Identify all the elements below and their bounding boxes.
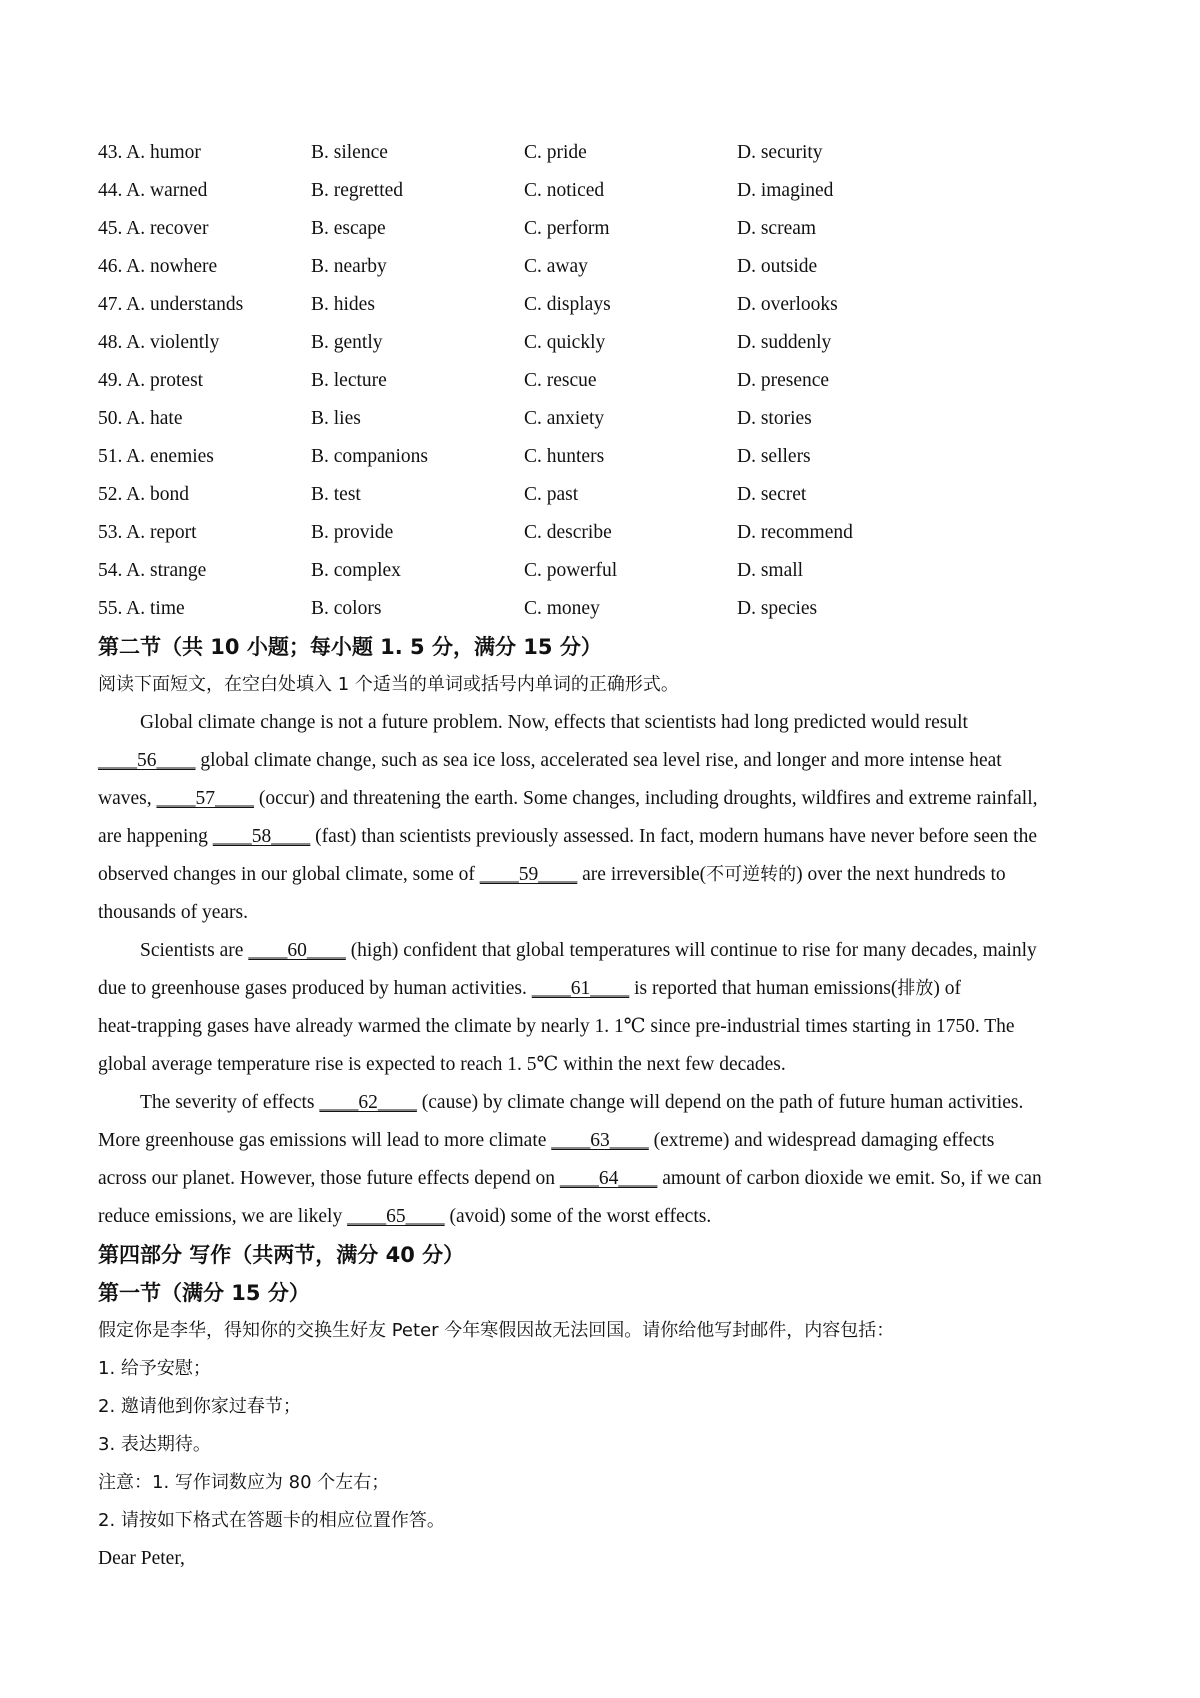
option-row-51 bbox=[98, 438, 1118, 476]
passage-paragraph-2 bbox=[98, 932, 1118, 1084]
option-a: 54. A. strange bbox=[98, 560, 207, 581]
blank-56[interactable]: ____56____ bbox=[98, 750, 196, 771]
option-c: C. noticed bbox=[524, 180, 605, 201]
option-d: D. suddenly bbox=[737, 332, 832, 353]
option-d: D. overlooks bbox=[737, 294, 838, 315]
option-a: 47. A. understands bbox=[98, 294, 244, 315]
line-text: across our planet. However, those future effects depend on bbox=[98, 1168, 560, 1189]
gloss-text: 不可逆转的 bbox=[706, 864, 797, 885]
line-text: are irreversible( bbox=[577, 864, 707, 885]
blank-62[interactable]: ____62____ bbox=[319, 1092, 417, 1113]
blank-57[interactable]: ____57____ bbox=[156, 788, 254, 809]
blank-61[interactable]: ____61____ bbox=[531, 978, 630, 999]
line-text: (extreme) and widespread damaging effects bbox=[648, 1130, 995, 1151]
letter-salutation: Dear Peter, bbox=[98, 1548, 185, 1569]
option-a: 53. A. report bbox=[98, 522, 197, 543]
line-text: amount of carbon dioxide we emit. So, if we can bbox=[657, 1168, 1042, 1189]
options-table bbox=[98, 134, 1118, 628]
option-a: 50. A. hate bbox=[98, 408, 183, 429]
option-c: C. describe bbox=[524, 522, 612, 543]
option-d: D. outside bbox=[737, 256, 818, 277]
passage-paragraph-1 bbox=[98, 704, 1118, 932]
blank-65[interactable]: ____65____ bbox=[347, 1206, 445, 1227]
option-b: B. companions bbox=[311, 446, 428, 467]
option-c: C. perform bbox=[524, 218, 610, 239]
option-a: 52. A. bond bbox=[98, 484, 190, 505]
part4-section1-heading: 第一节（满分 15 分） bbox=[98, 1281, 310, 1305]
line-text: Scientists are bbox=[140, 940, 249, 961]
line-text: (avoid) some of the worst effects. bbox=[444, 1206, 712, 1227]
writing-prompt: 假定你是李华，得知你的交换生好友 Peter 今年寒假因故无法回国。请你给他写封邮件，内容包括： bbox=[98, 1320, 895, 1341]
option-b: B. complex bbox=[311, 560, 401, 581]
passage-line bbox=[98, 1198, 1118, 1236]
option-c: C. hunters bbox=[524, 446, 605, 467]
writing-note-1: 注意：1. 写作词数应为 80 个左右； bbox=[98, 1472, 390, 1493]
option-row-44 bbox=[98, 172, 1118, 210]
option-c: C. anxiety bbox=[524, 408, 605, 429]
line-text: ) of bbox=[933, 978, 961, 999]
option-row-46 bbox=[98, 248, 1118, 286]
option-row-55 bbox=[98, 590, 1118, 628]
option-c: C. pride bbox=[524, 142, 587, 163]
option-d: D. recommend bbox=[737, 522, 853, 543]
option-d: D. stories bbox=[737, 408, 812, 429]
passage-line bbox=[98, 856, 1118, 894]
option-c: C. quickly bbox=[524, 332, 606, 353]
option-c: C. displays bbox=[524, 294, 611, 315]
option-d: D. security bbox=[737, 142, 823, 163]
option-d: D. sellers bbox=[737, 446, 811, 467]
passage-line: heat-trapping gases have already warmed the climate by nearly 1. 1℃ since pre-industrial times starting in 1750. The bbox=[98, 1016, 1015, 1037]
option-c: C. rescue bbox=[524, 370, 597, 391]
option-d: D. small bbox=[737, 560, 804, 581]
option-a: 55. A. time bbox=[98, 598, 185, 619]
line-text: (occur) and threatening the earth. Some changes, including droughts, wildfires and extreme rainfall, bbox=[253, 788, 1038, 809]
blank-60[interactable]: ____60____ bbox=[248, 940, 346, 961]
option-d: D. species bbox=[737, 598, 818, 619]
option-d: D. secret bbox=[737, 484, 807, 505]
option-row-54 bbox=[98, 552, 1118, 590]
passage-line bbox=[98, 970, 1118, 1008]
line-text: global climate change, such as sea ice loss, accelerated sea level rise, and longer and more intense heat bbox=[195, 750, 1002, 771]
blank-59[interactable]: ____59____ bbox=[479, 864, 578, 885]
option-row-45 bbox=[98, 210, 1118, 248]
option-row-53 bbox=[98, 514, 1118, 552]
option-row-49 bbox=[98, 362, 1118, 400]
option-b: B. regretted bbox=[311, 180, 404, 201]
option-d: D. scream bbox=[737, 218, 817, 239]
exam-page bbox=[98, 134, 1118, 1578]
line-text: is reported that human emissions( bbox=[629, 978, 898, 999]
line-text: are happening bbox=[98, 826, 213, 847]
passage-line bbox=[98, 742, 1118, 780]
option-a: 51. A. enemies bbox=[98, 446, 214, 467]
option-b: B. gently bbox=[311, 332, 383, 353]
option-a: 43. A. humor bbox=[98, 142, 201, 163]
option-row-52 bbox=[98, 476, 1118, 514]
option-c: C. past bbox=[524, 484, 579, 505]
line-text: (high) confident that global temperatures will continue to rise for many decades, mainly bbox=[345, 940, 1037, 961]
option-row-47 bbox=[98, 286, 1118, 324]
option-b: B. hides bbox=[311, 294, 375, 315]
passage-line bbox=[98, 932, 1118, 970]
option-d: D. imagined bbox=[737, 180, 834, 201]
option-a: 44. A. warned bbox=[98, 180, 208, 201]
option-c: C. money bbox=[524, 598, 600, 619]
passage-line bbox=[98, 818, 1118, 856]
passage-line bbox=[98, 1160, 1118, 1198]
option-c: C. away bbox=[524, 256, 588, 277]
section2-heading: 第二节（共 10 小题；每小题 1. 5 分，满分 15 分） bbox=[98, 635, 602, 659]
passage-line bbox=[98, 1084, 1118, 1122]
line-text: (fast) than scientists previously assessed. In fact, modern humans have never before seen the bbox=[310, 826, 1037, 847]
blank-63[interactable]: ____63____ bbox=[551, 1130, 649, 1151]
line-text: due to greenhouse gases produced by human activities. bbox=[98, 978, 532, 999]
option-row-50 bbox=[98, 400, 1118, 438]
option-b: B. lies bbox=[311, 408, 361, 429]
writing-point-2: 2. 邀请他到你家过春节； bbox=[98, 1396, 301, 1417]
passage-line bbox=[98, 780, 1118, 818]
option-a: 49. A. protest bbox=[98, 370, 204, 391]
option-b: B. silence bbox=[311, 142, 388, 163]
option-row-43 bbox=[98, 134, 1118, 172]
section2-instruction: 阅读下面短文，在空白处填入 1 个适当的单词或括号内单词的正确形式。 bbox=[98, 674, 679, 695]
passage-line bbox=[98, 1122, 1118, 1160]
blank-58[interactable]: ____58____ bbox=[212, 826, 311, 847]
option-a: 45. A. recover bbox=[98, 218, 209, 239]
part4-heading: 第四部分 写作（共两节，满分 40 分） bbox=[98, 1243, 465, 1267]
option-b: B. provide bbox=[311, 522, 394, 543]
writing-note-2: 2. 请按如下格式在答题卡的相应位置作答。 bbox=[98, 1510, 445, 1531]
option-b: B. colors bbox=[311, 598, 382, 619]
option-d: D. presence bbox=[737, 370, 830, 391]
option-a: 48. A. violently bbox=[98, 332, 220, 353]
option-b: B. lecture bbox=[311, 370, 387, 391]
line-text: observed changes in our global climate, some of bbox=[98, 864, 480, 885]
option-b: B. escape bbox=[311, 218, 386, 239]
line-text: More greenhouse gas emissions will lead to more climate bbox=[98, 1130, 552, 1151]
writing-point-1: 1. 给予安慰； bbox=[98, 1358, 211, 1379]
passage-line: thousands of years. bbox=[98, 902, 249, 923]
option-a: 46. A. nowhere bbox=[98, 256, 218, 277]
line-text: ) over the next hundreds to bbox=[796, 864, 1006, 885]
writing-point-3: 3. 表达期待。 bbox=[98, 1434, 211, 1455]
line-text: (cause) by climate change will depend on the path of future human activities. bbox=[416, 1092, 1024, 1113]
passage-line: global average temperature rise is expected to reach 1. 5℃ within the next few decades. bbox=[98, 1054, 786, 1075]
gloss-text: 排放 bbox=[897, 978, 934, 999]
option-row-48 bbox=[98, 324, 1118, 362]
blank-64[interactable]: ____64____ bbox=[559, 1168, 658, 1189]
line-text: reduce emissions, we are likely bbox=[98, 1206, 348, 1227]
passage-paragraph-3 bbox=[98, 1084, 1118, 1236]
option-b: B. test bbox=[311, 484, 361, 505]
option-c: C. powerful bbox=[524, 560, 618, 581]
passage-line: Global climate change is not a future problem. Now, effects that scientists had long predicted would result bbox=[140, 712, 968, 733]
line-text: waves, bbox=[98, 788, 157, 809]
line-text: The severity of effects bbox=[140, 1092, 320, 1113]
option-b: B. nearby bbox=[311, 256, 387, 277]
